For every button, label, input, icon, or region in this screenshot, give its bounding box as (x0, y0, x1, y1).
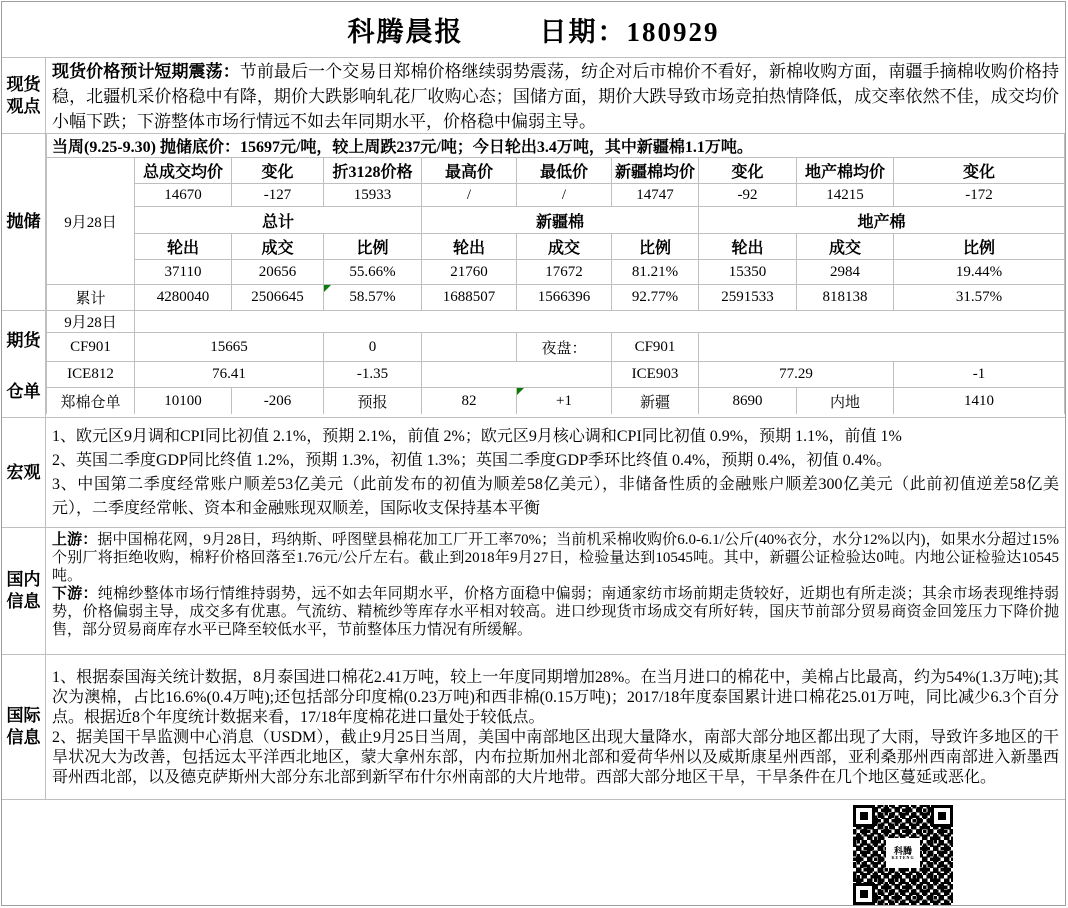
col-header: 成交 (517, 234, 612, 260)
night-contract-change: -1 (894, 362, 1065, 388)
col-header: 比例 (894, 234, 1065, 260)
forecast-change (517, 388, 612, 415)
section-international (2, 655, 1065, 800)
forecast-label: 预报 (324, 388, 422, 415)
futures-receipt-row (47, 388, 1065, 415)
section-futures (2, 311, 1065, 418)
domestic-upstream (52, 531, 1059, 585)
value-cell: 19.44% (894, 260, 1065, 285)
report-title: 科腾晨报 (347, 17, 464, 47)
section-label-international: 国际信息 (2, 655, 46, 799)
value-cell: 20656 (232, 260, 324, 285)
reserve-price-values-row (47, 184, 1065, 207)
futures-label-top: 期货 (6, 331, 41, 350)
macro-item: 3、中国第二季度经常账户顺差53亿美元（此前发布的初值为顺差58亿美元），非储备性质的金融账户顺差300亿美元（此前初值逆差58亿美元），二季度经常帐、资本和金融账现双顺差，国际收支保持基本平衡 (52, 476, 1059, 517)
report-sheet (1, 1, 1066, 906)
spot-heading: 现货价格预计短期震荡： (52, 62, 240, 81)
qr-finder-icon (931, 805, 953, 827)
reserve-week-note: 当周(9.25-9.30) 抛储底价：15697元/吨，较上周跌237元/吨；今日轮出3.4万吨，其中新疆棉1.1万吨。 (47, 134, 1065, 158)
value-cell: / (517, 184, 612, 207)
value-cell: 2506645 (232, 285, 324, 311)
value-cell: 55.66% (324, 260, 422, 285)
section-label-reserve: 抛储 (2, 134, 46, 310)
upstream-label: 上游： (52, 532, 98, 548)
domestic-paragraph (46, 528, 1065, 654)
col-header: 折3128价格 (324, 158, 422, 184)
value-text: +1 (556, 392, 572, 409)
qr-finder-icon (853, 805, 875, 827)
qr-logo-cn: 科腾 (893, 845, 912, 856)
futures-table (46, 311, 1065, 414)
downstream-label: 下游： (52, 586, 98, 602)
section-reserve (2, 134, 1065, 311)
value-cell: 1688507 (422, 285, 517, 311)
qr-center-logo (886, 838, 920, 868)
futures-cf-row (47, 333, 1065, 362)
qr-finder-icon (853, 883, 875, 905)
spot-paragraph (46, 58, 1065, 133)
xinjiang-label: 新疆 (612, 388, 699, 415)
reserve-price-header-row (47, 158, 1065, 184)
group-header-dichan: 地产棉 (699, 207, 1065, 234)
col-header: 最低价 (517, 158, 612, 184)
col-header: 轮出 (699, 234, 797, 260)
downstream-text: 纯棉纱整体市场行情维持弱势，远不如去年同期水平，价格方面稳中偏弱；南通家纺市场前期走货较好，近期也有所走淡；其余市场表现维持弱势，价格偏弱主导，成交多有优惠。气流纺、精梳纱等库存水平相对较高。进口纱现货市场成交有所好转，国庆节前部分贸易商资金回笼压力下降价抛售，部分贸易商库存水平已降至较低水平，节前整体压力情况有所缓解。 (52, 586, 1059, 638)
group-header-total: 总计 (135, 207, 422, 234)
spot-body: 节前最后一个交易日郑棉价格继续弱势震荡，纺企对后市棉价不看好，新棉收购方面，南疆手摘棉收购价格持稳，北疆机采价格稳中有降，期价大跌影响轧花厂收购心态；国储方面，期价大跌导致市场竞拍热情降低，成交率依然不佳，成交均价小幅下跌；下游整体市场行情远不如去年同期水平，价格稳中偏弱主导。 (52, 62, 1060, 131)
section-label-macro: 宏观 (2, 418, 46, 527)
value-cell: 2591533 (699, 285, 797, 311)
reserve-group-header-row (47, 207, 1065, 234)
value-cell: 21760 (422, 260, 517, 285)
col-header: 新疆棉均价 (612, 158, 699, 184)
col-header: 变化 (232, 158, 324, 184)
xinjiang-value: 8690 (699, 388, 797, 415)
col-header: 成交 (232, 234, 324, 260)
reserve-table (46, 134, 1065, 310)
section-label-futures (2, 311, 46, 417)
futures-label-bottom: 仓单 (6, 382, 41, 401)
contract-change: -1.35 (324, 362, 422, 388)
neidi-value: 1410 (894, 388, 1065, 415)
col-header: 轮出 (135, 234, 232, 260)
value-cell: 31.57% (894, 285, 1065, 311)
col-header: 变化 (894, 158, 1065, 184)
empty-cell (699, 333, 1065, 362)
report-title-row (2, 2, 1065, 58)
empty-cell (135, 311, 1065, 333)
col-header: 最高价 (422, 158, 517, 184)
report-date: 日期：180929 (539, 17, 720, 47)
qr-code (853, 805, 953, 905)
value-cell: 15350 (699, 260, 797, 285)
night-contract-name: CF901 (612, 333, 699, 362)
excel-flag-icon (324, 285, 331, 292)
macro-item: 1、欧元区9月调和CPI同比初值 2.1%，预期 2.1%，前值 2%；欧元区9月核心调和CPI同比初值 0.9%，预期 1.1%，前值 1% (52, 428, 902, 445)
value-cell: 37110 (135, 260, 232, 285)
value-cell: 818138 (797, 285, 894, 311)
col-header: 比例 (324, 234, 422, 260)
macro-item: 2、英国二季度GDP同比终值 1.2%，预期 1.3%，初值 1.3%；英国二季度GDP季环比终值 0.4%，预期 0.4%，初值 0.4%。 (52, 452, 892, 469)
neidi-label: 内地 (797, 388, 894, 415)
section-footer (2, 800, 1065, 906)
contract-price: 15665 (135, 333, 324, 362)
group-header-xinjiang: 新疆棉 (422, 207, 699, 234)
value-cell: -172 (894, 184, 1065, 207)
col-header: 总成交均价 (135, 158, 232, 184)
receipt-change: -206 (232, 388, 324, 415)
contract-change: 0 (324, 333, 422, 362)
contract-name: CF901 (47, 333, 135, 362)
value-cell (324, 285, 422, 311)
domestic-downstream (52, 585, 1059, 639)
reserve-day-values-row (47, 260, 1065, 285)
night-session-label: 夜盘： (517, 333, 612, 362)
receipt-value: 10100 (135, 388, 232, 415)
reserve-total-label: 累计 (47, 285, 135, 311)
value-cell: -92 (699, 184, 797, 207)
upstream-text: 据中国棉花网，9月28日，玛纳斯、呼图壁县棉花加工厂开工率70%；当前机采棉收购价6.0-6.1/公斤(40%衣分，水分12%以内)，如果水分超过15%个别厂将拒绝收购，棉籽价格回落至1.76元/公斤左右。截止到2018年9月27日，检验量达到10545吨。其中，新疆公证检验达0吨。内地公证检验达10545吨。 (52, 532, 1059, 584)
qr-logo-en: KETENG (891, 854, 915, 860)
section-spot-view (2, 58, 1065, 134)
section-domestic (2, 528, 1065, 655)
col-header: 比例 (612, 234, 699, 260)
reserve-table-wrap (46, 134, 1065, 310)
futures-date-row (47, 311, 1065, 333)
value-text: 58.57% (349, 289, 396, 305)
value-cell: 81.21% (612, 260, 699, 285)
col-header: 成交 (797, 234, 894, 260)
col-header: 地产棉均价 (797, 158, 894, 184)
value-cell: / (422, 184, 517, 207)
reserve-total-row (47, 285, 1065, 311)
futures-table-wrap (46, 311, 1065, 417)
forecast-value: 82 (422, 388, 517, 415)
reserve-date-cell: 9月28日 (47, 158, 135, 285)
futures-ice-row (47, 362, 1065, 388)
value-cell: 15933 (324, 184, 422, 207)
empty-cell (422, 333, 517, 362)
section-label-spot: 现货观点 (2, 58, 46, 133)
value-cell: -127 (232, 184, 324, 207)
value-cell: 92.77% (612, 285, 699, 311)
futures-date-cell: 9月28日 (47, 311, 135, 333)
section-label-domestic: 国内信息 (2, 528, 46, 654)
international-paragraph (46, 655, 1065, 799)
international-item: 1、根据泰国海关统计数据，8月泰国进口棉花2.41万吨，较上一年度同期增加28%。在当月进口的棉花中，美棉占比最高，约为54%(1.3万吨);其次为澳棉，占比16.6%(0.4万吨);还包括部分印度棉(0.23万吨)和西非棉(0.15万吨)；2017/18年度泰国累计进口棉花25.01万吨，同比减少6.3个百分点。根据近8个年度统计数据来看，17/18年度棉花进口量处于较低点。 (52, 669, 1059, 726)
reserve-note-row (47, 134, 1065, 158)
international-item: 2、据美国干旱监测中心消息（USDM），截止9月25日当周，美国中南部地区出现大量降水，南部大部分地区都出现了大雨，导致许多地区的干旱状况大为改善，包括远太平洋西北地区，蒙大拿州东部，内布拉斯加州北部和爱荷华州以及威斯康星州西部，亚利桑那州西南部进入新墨西哥州西北部，以及德克萨斯州大部分东北部到新罕布什尔州南部的大片地带。西部大部分地区干旱，干旱条件在几个地区蔓延或恶化。 (52, 729, 1059, 786)
night-contract-price: 77.29 (699, 362, 894, 388)
empty-cell (422, 362, 612, 388)
value-cell: 4280040 (135, 285, 232, 311)
night-contract-name: ICE903 (612, 362, 699, 388)
excel-flag-icon (517, 388, 524, 395)
col-header: 轮出 (422, 234, 517, 260)
value-cell: 1566396 (517, 285, 612, 311)
section-macro (2, 418, 1065, 528)
contract-price: 76.41 (135, 362, 324, 388)
value-cell: 2984 (797, 260, 894, 285)
col-header: 变化 (699, 158, 797, 184)
value-cell: 14215 (797, 184, 894, 207)
reserve-sub-header-row (47, 234, 1065, 260)
receipt-name: 郑棉仓单 (47, 388, 135, 415)
value-cell: 14670 (135, 184, 232, 207)
value-cell: 17672 (517, 260, 612, 285)
contract-name: ICE812 (47, 362, 135, 388)
macro-paragraph (46, 418, 1065, 527)
value-cell: 14747 (612, 184, 699, 207)
